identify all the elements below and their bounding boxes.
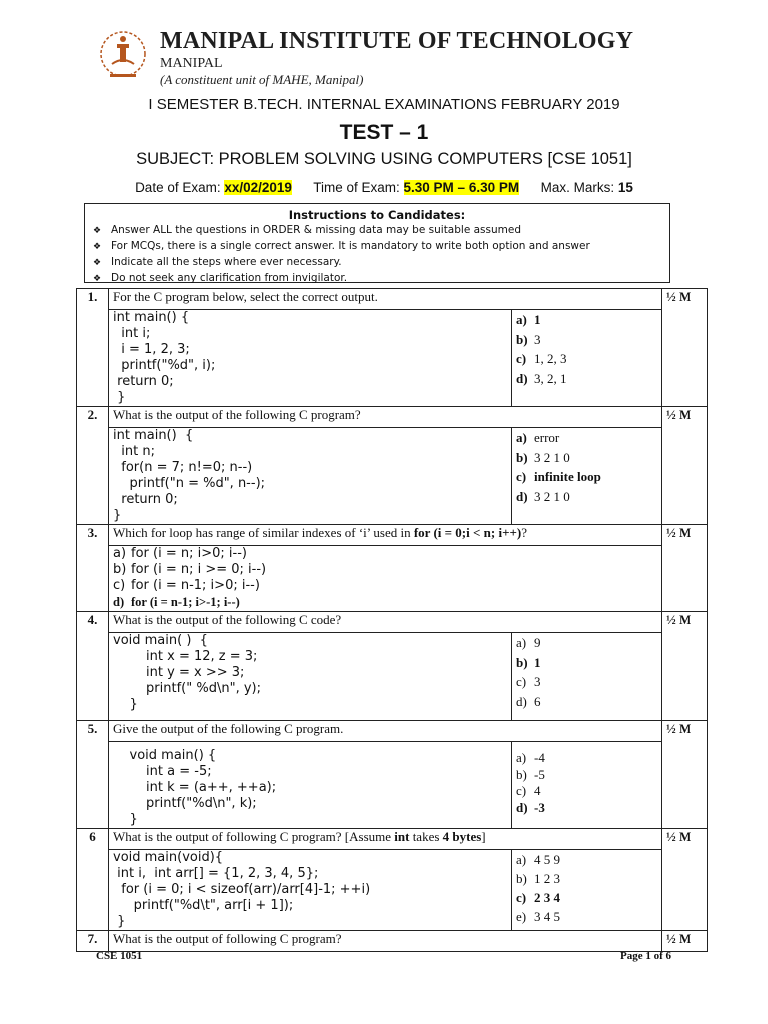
code-block: int main() { int i; i = 1, 2, 3; printf("%d", i); return 0; }: [109, 310, 512, 407]
question-marks: ½ M: [662, 289, 708, 407]
exam-meta: [0, 180, 768, 195]
instruction-item: ❖ Answer ALL the questions in ORDER & missing data may be suitable assumed: [93, 223, 590, 239]
time-value: 5.30 PM – 6.30 PM: [403, 180, 520, 195]
question-text: What is the output of the following C program?: [109, 407, 662, 428]
question-number: 6: [77, 829, 109, 931]
marks-value: 15: [617, 180, 633, 195]
question-number: 7.: [77, 931, 109, 952]
question-marks: ½ M: [662, 525, 708, 612]
question-text: Which for loop has range of similar indexes of ‘i’ used in for (i = 0;i < n; i++)?: [109, 525, 662, 546]
time-label: Time of Exam:: [313, 180, 400, 195]
question-marks: ½ M: [662, 931, 708, 952]
footer-page: Page 1 of 6: [620, 950, 672, 962]
instructions-list: [93, 223, 590, 287]
code-block: int main() { int n; for(n = 7; n!=0; n--) printf("n = %d", n--); return 0; }: [109, 428, 512, 525]
instructions-title: Instructions to Candidates:: [288, 208, 466, 222]
code-block: void main( ) { int x = 12, z = 3; int y = x >> 3; printf(" %d\n", y); }: [109, 633, 512, 721]
footer-course: CSE 1051: [96, 950, 143, 962]
question-text: What is the output of the following C code?: [109, 612, 662, 633]
diamond-bullet-icon: ❖: [93, 274, 102, 284]
options-list: a) 1 b) 3 c) 1, 2, 3 d) 3, 2, 1: [511, 310, 661, 407]
question-text: For the C program below, select the correct output.: [109, 289, 662, 310]
marks-label: Max. Marks:: [540, 180, 615, 195]
diamond-bullet-icon: ❖: [93, 226, 102, 236]
question-number: 4.: [77, 612, 109, 721]
question-text: What is the output of following C program?: [109, 931, 662, 952]
diamond-bullet-icon: ❖: [93, 242, 102, 252]
date-value: xx/02/2019: [224, 180, 292, 195]
question-marks: ½ M: [662, 612, 708, 721]
question-number: 5.: [77, 721, 109, 829]
date-label: Date of Exam:: [135, 180, 221, 195]
subject-line: SUBJECT: PROBLEM SOLVING USING COMPUTERS [CSE 1051]: [136, 150, 632, 168]
question-body: [77, 310, 708, 407]
options-list: a) error b) 3 2 1 0 c) infinite loop d) 3 2 1 0: [511, 428, 661, 525]
options-list: a) 9 b) 1 c) 3 d) 6: [511, 633, 661, 721]
institute-location: MANIPAL: [160, 56, 223, 71]
question-number: 2.: [77, 407, 109, 525]
instructions-box: [84, 203, 670, 283]
question-row: [77, 289, 708, 310]
question-body: [77, 428, 708, 525]
question-row: [77, 721, 708, 742]
question-row: [77, 525, 708, 546]
test-title: TEST – 1: [339, 121, 429, 144]
question-number: 3.: [77, 525, 109, 612]
instruction-item: ❖ Indicate all the steps where ever necessary.: [93, 255, 590, 271]
question-row: [77, 931, 708, 952]
question-body: [77, 633, 708, 721]
question-marks: ½ M: [662, 721, 708, 829]
question-body: [77, 742, 708, 829]
question-body: [77, 546, 708, 612]
institute-constituent: (A constituent unit of MAHE, Manipal): [160, 72, 364, 87]
question-text: Give the output of the following C program.: [109, 721, 662, 742]
institute-logo: [98, 30, 148, 82]
instruction-item: ❖ For MCQs, there is a single correct answer. It is mandatory to write both option and answer: [93, 239, 590, 255]
options-list: a) -4 b) -5 c) 4 d) -3: [511, 742, 661, 829]
options-list: a) 4 5 9 b) 1 2 3 c) 2 3 4 e) 3 4 5: [511, 850, 661, 931]
exam-line: I SEMESTER B.TECH. INTERNAL EXAMINATIONS FEBRUARY 2019: [148, 96, 620, 113]
question-row: [77, 612, 708, 633]
question-number: 1.: [77, 289, 109, 407]
questions-table: [76, 288, 708, 952]
question-marks: ½ M: [662, 407, 708, 525]
question-text: What is the output of following C program? [Assume int takes 4 bytes]: [109, 829, 662, 850]
question-row: [77, 407, 708, 428]
code-block: void main(void){ int i, int arr[] = {1, 2, 3, 4, 5}; for (i = 0; i < sizeof(arr)/arr[4]-1; ++i) printf("%d\t", arr[i + 1]); }: [109, 850, 512, 931]
question-body: [77, 850, 708, 931]
question-row: [77, 829, 708, 850]
code-block: void main() { int a = -5; int k = (a++, ++a); printf("%d\n", k); }: [109, 742, 512, 829]
diamond-bullet-icon: ❖: [93, 258, 102, 268]
instruction-item: ❖ Do not seek any clarification from invigilator.: [93, 271, 590, 287]
question-marks: ½ M: [662, 829, 708, 931]
options-list: a) for (i = n; i>0; i--) b) for (i = n; i >= 0; i--) c) for (i = n-1; i>0; i--) d) for (i = n-1; i>-1; i--): [109, 546, 662, 612]
institute-name: MANIPAL INSTITUTE OF TECHNOLOGY: [160, 28, 634, 54]
